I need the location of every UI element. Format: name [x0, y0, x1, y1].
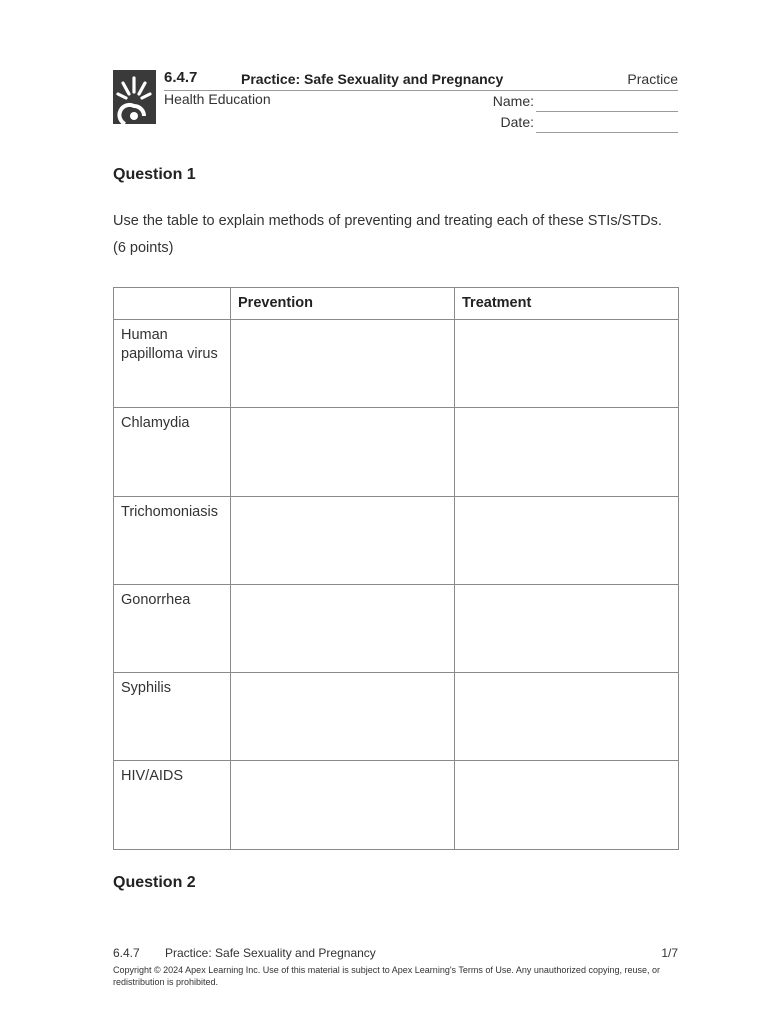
sti-name-cell: Gonorrhea	[114, 584, 231, 672]
document-type: Practice	[627, 71, 678, 87]
name-label: Name:	[492, 93, 534, 109]
name-field[interactable]	[536, 111, 678, 112]
lesson-number: 6.4.7	[164, 69, 198, 86]
sti-name-cell: Syphilis	[114, 673, 231, 761]
prevention-answer-cell[interactable]	[231, 584, 455, 672]
prevention-answer-cell[interactable]	[231, 408, 455, 496]
treatment-answer-cell[interactable]	[455, 673, 679, 761]
footer-lesson-number: 6.4.7	[113, 946, 140, 960]
column-header-sti	[114, 288, 231, 320]
sti-name-cell: Chlamydia	[114, 408, 231, 496]
treatment-answer-cell[interactable]	[455, 761, 679, 849]
date-field[interactable]	[536, 132, 678, 133]
question-1-instructions: Use the table to explain methods of preventing and treating each of these STIs/STDs. (6 points)	[113, 213, 662, 256]
table-row	[114, 320, 679, 408]
question-2-heading: Question 2	[113, 874, 196, 891]
table-row	[114, 408, 679, 496]
prevention-answer-cell[interactable]	[231, 496, 455, 584]
column-header-treatment: Treatment	[455, 288, 679, 320]
column-header-prevention: Prevention	[231, 288, 455, 320]
table-row	[114, 761, 679, 849]
sti-response-table	[113, 287, 679, 850]
table-row	[114, 673, 679, 761]
prevention-answer-cell[interactable]	[231, 673, 455, 761]
treatment-answer-cell[interactable]	[455, 496, 679, 584]
date-label: Date:	[500, 114, 534, 130]
question-1-heading: Question 1	[113, 166, 196, 183]
treatment-answer-cell[interactable]	[455, 320, 679, 408]
course-subject: Health Education	[164, 91, 271, 107]
document-header	[113, 68, 678, 138]
treatment-answer-cell[interactable]	[455, 584, 679, 672]
treatment-answer-cell[interactable]	[455, 408, 679, 496]
table-row	[114, 496, 679, 584]
copyright-notice: Copyright © 2024 Apex Learning Inc. Use of this material is subject to Apex Learning's Terms of Use. Any unauthorized copying, reuse, or redistribution is prohibited.	[113, 965, 660, 987]
prevention-answer-cell[interactable]	[231, 761, 455, 849]
document-title: Practice: Safe Sexuality and Pregnancy	[241, 71, 504, 87]
page-number: 1/7	[661, 946, 678, 960]
prevention-answer-cell[interactable]	[231, 320, 455, 408]
sti-name-cell: HIV/AIDS	[114, 761, 231, 849]
footer-title: Practice: Safe Sexuality and Pregnancy	[165, 946, 376, 960]
apex-learning-logo-icon	[113, 70, 156, 124]
table-header-row	[114, 288, 679, 320]
table-row	[114, 584, 679, 672]
sti-name-cell: Human papilloma virus	[114, 320, 231, 408]
sti-name-cell: Trichomoniasis	[114, 496, 231, 584]
